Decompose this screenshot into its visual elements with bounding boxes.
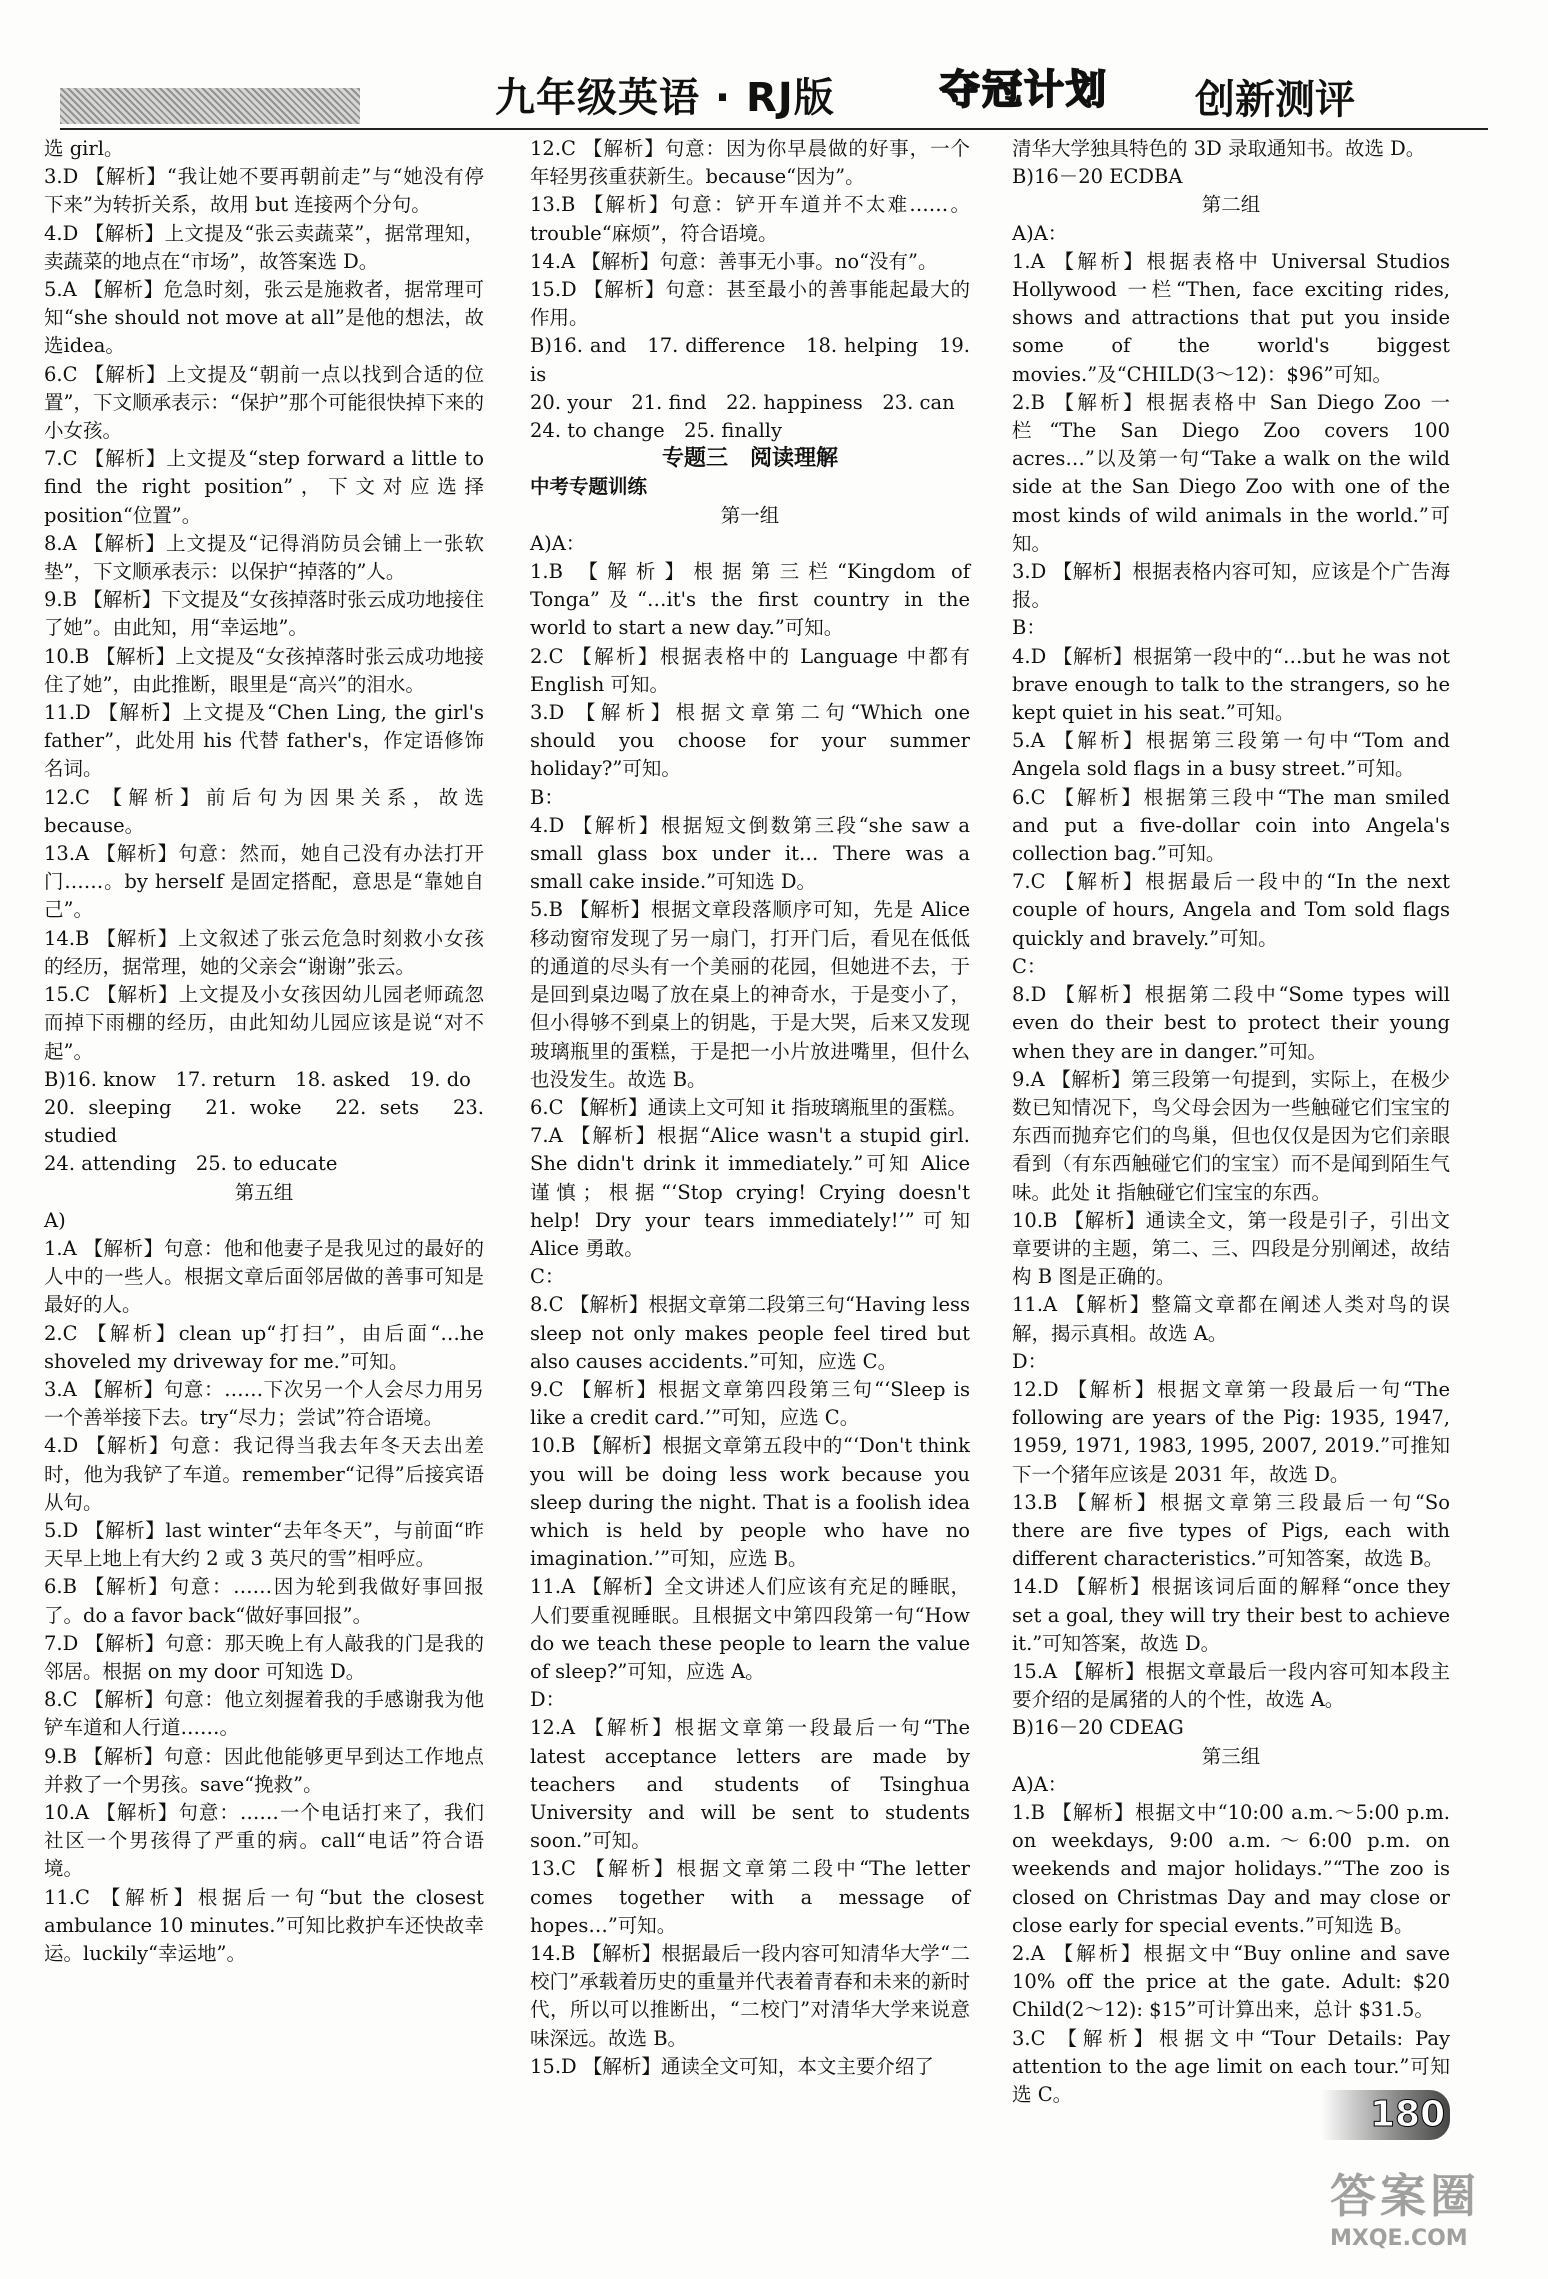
answer-line: 11.C 【解析】根据后一句“but the closest ambulance 10 minutes.”可知比救护车还快故幸运。luckily“幸运地”。 xyxy=(44,1885,484,1965)
answer-line: 11.A 【解析】整篇文章都在阐述人类对鸟的误解，揭示真相。故选 A。 xyxy=(1012,1293,1450,1345)
answer-line: 14.D 【解析】根据该词后面的解释“once they set a goal, they will try their best to achieve it.”可知答案，故选 D。 xyxy=(1012,1575,1450,1655)
answer-line: 11.A 【解析】全文讲述人们应该有充足的睡眠，人们要重视睡眠。且根据文中第四段第一句“How do we teach these people to learn the value of sleep?”可知，应选 A。 xyxy=(530,1575,970,1683)
answer-line: 15.D 【解析】句意：甚至最小的善事能起最大的作用。 xyxy=(530,278,970,330)
answer-line: 9.C 【解析】根据文章第四段第三句“‘Sleep is like a credit card.’”可知，应选 C。 xyxy=(530,1377,970,1430)
answer-line: 15.D 【解析】通读全文可知，本文主要介绍了 xyxy=(530,2054,934,2078)
answer-line: 8.C 【解析】根据文章第二段第三句“Having less sleep not only makes people feel tired but also causes accidents.”可知，应选 C。 xyxy=(530,1293,970,1373)
answer-line: 3.C 【解析】根据文中“Tour Details: Pay attention to the age limit on each tour.”可知选 C。 xyxy=(1012,2026,1450,2107)
answer-line: 7.C 【解析】根据最后一段中的“In the next couple of hours, Angela and Tom sold flags quickly and bravely.”可知。 xyxy=(1012,870,1450,950)
answer-line: 20. sleeping 21. woke 22. sets 23. studied xyxy=(44,1095,484,1148)
answer-line: 第一组 xyxy=(720,503,780,527)
answer-line: 2.A 【解析】根据文中“Buy online and save 10% off the price at the gate. Adult: $20 Child(2～12): $15”可计算出来，总计 $31.5。 xyxy=(1012,1942,1450,2022)
answer-line: 专题三 阅读理解 xyxy=(661,446,838,472)
answer-line: 9.A 【解析】第三段第一句提到，实际上，在极少数已知情况下，鸟父母会因为一些触碰它们宝宝的东西而抛弃它们的鸟巢，但也仅仅是因为它们亲眼看到（有东西触碰它们的宝宝）而不是闻到陌生气味。此处 it 指触碰它们宝宝的东西。 xyxy=(1012,1067,1450,1204)
answer-line: 9.B 【解析】句意：因此他能够更早到达工作地点并救了一个男孩。save“挽救”。 xyxy=(44,1744,484,1796)
page-number: 180 xyxy=(1370,2094,1446,2135)
answer-line: 1.B 【解析】根据文中“10:00 a.m.～5:00 p.m. on weekdays, 9:00 a.m.～6:00 p.m. on weekends and major holidays.”“The zoo is closed on Christmas Day and may close or close early for special events.”可知选 B。 xyxy=(1012,1800,1450,1937)
answer-column-left xyxy=(44,135,484,1968)
answer-line: B)16. know 17. return 18. asked 19. do xyxy=(44,1067,471,1091)
answer-line: B)16－20 CDEAG xyxy=(1012,1716,1184,1740)
answer-line: B)16. and 17. difference 18. helping 19. is xyxy=(530,334,970,386)
page-header xyxy=(0,0,1548,130)
answer-line: 第二组 xyxy=(1201,193,1261,217)
answer-line: 5.A 【解析】根据第三段第一句中“Tom and Angela sold flags in a busy street.”可知。 xyxy=(1012,729,1450,781)
answer-column-middle xyxy=(530,135,970,2081)
answer-line: 10.B 【解析】根据文章第五段中的“‘Don't think you will be doing less work because you sleep during the night. That is a foolish idea which is held by people who have no imagination.’”可知，应选 B。 xyxy=(530,1434,970,1571)
answer-line: 8.C 【解析】句意：他立刻握着我的手感谢我为他铲车道和人行道……。 xyxy=(44,1688,484,1740)
answer-line: 2.C 【解析】clean up“打扫”，由后面“…he shoveled my driveway for me.”可知。 xyxy=(44,1321,484,1373)
answer-line: 13.B 【解析】根据文章第三段最后一句“So there are five types of Pigs, each with different characteristics.”可知答案，故选 B。 xyxy=(1012,1490,1450,1571)
answer-line: 2.B 【解析】根据表格中 San Diego Zoo 一栏“The San Diego Zoo covers 100 acres…”以及第一句“Take a walk on the wild side at the San Diego Zoo with one of the most kinds of wild animals in the world.”可知。 xyxy=(1012,390,1450,555)
answer-line: 8.A 【解析】上文提及“记得消防员会铺上一张软垫”，下文顺承表示：以保护“掉落的”人。 xyxy=(44,531,484,584)
answer-line: 6.B 【解析】句意：……因为轮到我做好事回报了。do a favor back“做好事回报”。 xyxy=(44,1575,484,1627)
answer-line: A)A： xyxy=(1012,221,1068,245)
header-decoration xyxy=(60,88,360,124)
answer-line: 3.A 【解析】句意：……下次另一个人会尽力用另一个善举接下去。try“尽力；尝试”符合语境。 xyxy=(44,1377,484,1430)
answer-line: B)16－20 ECDBA xyxy=(1012,165,1183,189)
answer-line: 2.C 【解析】根据表格中的 Language 中都有 English 可知。 xyxy=(530,644,970,696)
answer-line: 6.C 【解析】通读上文可知 it 指玻璃瓶里的蛋糕。 xyxy=(530,1095,967,1119)
answer-line: A) xyxy=(44,1208,66,1232)
series-subtitle: 创新测评 xyxy=(1195,77,1355,123)
answer-line: 12.C 【解析】前后句为因果关系，故选 because。 xyxy=(44,785,484,837)
answer-line: 15.A 【解析】根据文章最后一段内容可知本段主要介绍的是属猪的人的个性，故选 A。 xyxy=(1012,1659,1450,1712)
answer-line: 15.C 【解析】上文提及小女孩因幼儿园老师疏忽而掉下雨棚的经历，由此知幼儿园应该是说“对不起”。 xyxy=(44,983,484,1063)
header-rule xyxy=(60,128,1488,130)
answer-line: B： xyxy=(1012,616,1046,640)
answer-line: D： xyxy=(1012,1349,1048,1373)
book-title: 九年级英语 · RJ版 xyxy=(495,75,835,121)
answer-line: 第五组 xyxy=(234,1180,294,1204)
answer-line: C： xyxy=(1012,954,1047,978)
answer-line: 4.D 【解析】句意：我记得当我去年冬天去出差时，他为我铲了车道。remember“记得”后接宾语从句。 xyxy=(44,1434,484,1514)
answer-line: A)A： xyxy=(530,531,586,555)
answer-line: D： xyxy=(530,1688,566,1712)
answer-line: 4.D 【解析】根据第一段中的“…but he was not brave enough to talk to the strangers, so he kept quiet in his seat.”可知。 xyxy=(1012,644,1450,725)
answer-line: 9.B 【解析】下文提及“女孩掉落时张云成功地接住了她”。由此知，用“幸运地”。 xyxy=(44,588,484,640)
answer-line: 7.A 【解析】根据“Alice wasn't a stupid girl. She didn't drink it immediately.”可知 Alice 谨慎；根据“‘Stop crying! Crying doesn't help! Dry your tears immediately!’”可知 Alice 勇敢。 xyxy=(530,1124,970,1260)
answer-line: 中考专题训练 xyxy=(530,475,648,499)
answer-line: 14.B 【解析】上文叙述了张云危急时刻救小女孩的经历，据常理，她的父亲会“谢谢”张云。 xyxy=(44,926,484,978)
answer-line: 14.A 【解析】句意：善事无小事。no“没有”。 xyxy=(530,249,938,273)
answer-line: 3.D 【解析】根据文章第二句“Which one should you choose for your summer holiday?”可知。 xyxy=(530,701,970,781)
answer-line: 4.D 【解析】上文提及“张云卖蔬菜”，据常理知，卖蔬菜的地点在“市场”，故答案选 D。 xyxy=(44,221,484,273)
site-watermark xyxy=(1330,2160,1530,2270)
answer-line: 8.D 【解析】根据第二段中“Some types will even do their best to protect their young when they are in danger.”可知。 xyxy=(1012,983,1450,1063)
answer-line: 10.A 【解析】句意：……一个电话打来了，我们社区一个男孩得了严重的病。call“电话”符合语境。 xyxy=(44,1800,484,1881)
answer-line: 5.A 【解析】危急时刻，张云是施救者，据常理可知“she should not move at all”是他的想法，故选idea。 xyxy=(44,278,484,358)
answer-line: 20. your 21. find 22. happiness 23. can xyxy=(530,390,955,414)
answer-line: 7.C 【解析】上文提及“step forward a little to find the right position”，下文对应选择 position“位置”。 xyxy=(44,447,484,527)
answer-line: 3.D 【解析】根据表格内容可知，应该是个广告海报。 xyxy=(1012,560,1450,612)
answer-line: 13.B 【解析】句意：铲开车道并不太难……。trouble“麻烦”，符合语境。 xyxy=(530,193,970,245)
answer-column-right xyxy=(1012,135,1450,2109)
answer-line: 选 girl。 xyxy=(44,137,124,160)
answer-line: 第三组 xyxy=(1201,1744,1261,1768)
answer-line: A)A： xyxy=(1012,1772,1068,1796)
answer-line: 1.A 【解析】句意：他和他妻子是我见过的最好的人中的一些人。根据文章后面邻居做的善事可知是最好的人。 xyxy=(44,1236,484,1317)
answer-line: 11.D 【解析】上文提及“Chen Ling, the girl's father”，此处用 his 代替 father's，作定语修饰名词。 xyxy=(44,701,484,781)
watermark-top: 答案圈 xyxy=(1330,2169,1480,2223)
answer-line: 24. to change 25. finally xyxy=(530,419,783,443)
answer-line: 13.C 【解析】根据文章第二段中“The letter comes together with a message of hopes…”可知。 xyxy=(530,1857,970,1937)
answer-line: 1.B 【解析】根据第三栏“Kingdom of Tonga”及“…it's the first country in the world to start a new day.”可知。 xyxy=(530,560,970,640)
answer-line: 14.B 【解析】根据最后一段内容可知清华大学“二校门”承载着历史的重量并代表着青春和未来的新时代，所以可以推断出，“二校门”对清华大学来说意味深远。故选 B。 xyxy=(530,1942,970,2050)
answer-line: 清华大学独具特色的 3D 录取通知书。故选 D。 xyxy=(1012,137,1426,160)
answer-line: 12.C 【解析】句意：因为你早晨做的好事，一个年轻男孩重获新生。because“因为”。 xyxy=(530,137,970,189)
answer-line: 6.C 【解析】根据第三段中“The man smiled and put a five-dollar coin into Angela's collection bag.”可知。 xyxy=(1012,785,1450,866)
answer-line: 10.B 【解析】通读全文，第一段是引子，引出文章要讲的主题，第二、三、四段是分别阐述，故结构 B 图是正确的。 xyxy=(1012,1208,1450,1289)
answer-line: 24. attending 25. to educate xyxy=(44,1152,338,1176)
answer-line: B： xyxy=(530,785,564,809)
answer-line: 5.D 【解析】last winter“去年冬天”，与前面“昨天早上地上有大约 2 或 3 英尺的雪”相呼应。 xyxy=(44,1518,484,1571)
answer-line: 6.C 【解析】上文提及“朝前一点以找到合适的位置”，下文顺承表示：“保护”那个可能很快掉下来的小女孩。 xyxy=(44,362,484,443)
answer-line: 12.D 【解析】根据文章第一段最后一句“The following are years of the Pig: 1935, 1947, 1959, 1971, 1983, 1995, 2007, 2019.”可推知下一个猪年应该是 2031 年，故选 D。 xyxy=(1012,1377,1450,1486)
watermark-bottom: MXQE.COM xyxy=(1330,2226,1468,2251)
answer-line: 12.A 【解析】根据文章第一段最后一句“The latest acceptance letters are made by teachers and students of Tsinghua University and will be sent to students soon.”可知。 xyxy=(530,1716,970,1853)
series-logo: 夺冠计划 xyxy=(940,67,1108,113)
answer-line: 10.B 【解析】上文提及“女孩掉落时张云成功地接住了她”，由此推断，眼里是“高兴”的泪水。 xyxy=(44,644,484,696)
answer-line: 1.A 【解析】根据表格中 Universal Studios Hollywood 一栏“Then, face exciting rides, shows and attractions that put you inside some of the world's biggest movies.”及“CHILD(3～12)：$96”可知。 xyxy=(1012,249,1450,386)
answer-line: 13.A 【解析】句意：然而，她自己没有办法打开门……。by herself 是固定搭配，意思是“靠她自己”。 xyxy=(44,842,484,922)
answer-line: 4.D 【解析】根据短文倒数第三段“she saw a small glass box under it… There was a small cake inside.”可知选 D。 xyxy=(530,813,970,894)
answer-line: C： xyxy=(530,1265,565,1289)
answer-line: 5.B 【解析】根据文章段落顺序可知，先是 Alice 移动窗帘发现了另一扇门，打开门后，看见在低低的通道的尽头有一个美丽的花园，但她进不去，于是回到桌边喝了放在桌上的神奇水，于是变小了，但小得够不到桌上的钥匙，于是大哭，后来又发现玻璃瓶里的蛋糕，于是把一小片放进嘴里，但什么也没发生。故选 B。 xyxy=(530,898,970,1091)
answer-line: 3.D 【解析】“我让她不要再朝前走”与“她没有停下来”为转折关系，故用 but 连接两个分句。 xyxy=(44,165,484,217)
answer-line: 7.D 【解析】句意：那天晚上有人敲我的门是我的邻居。根据 on my door 可知选 D。 xyxy=(44,1631,484,1683)
